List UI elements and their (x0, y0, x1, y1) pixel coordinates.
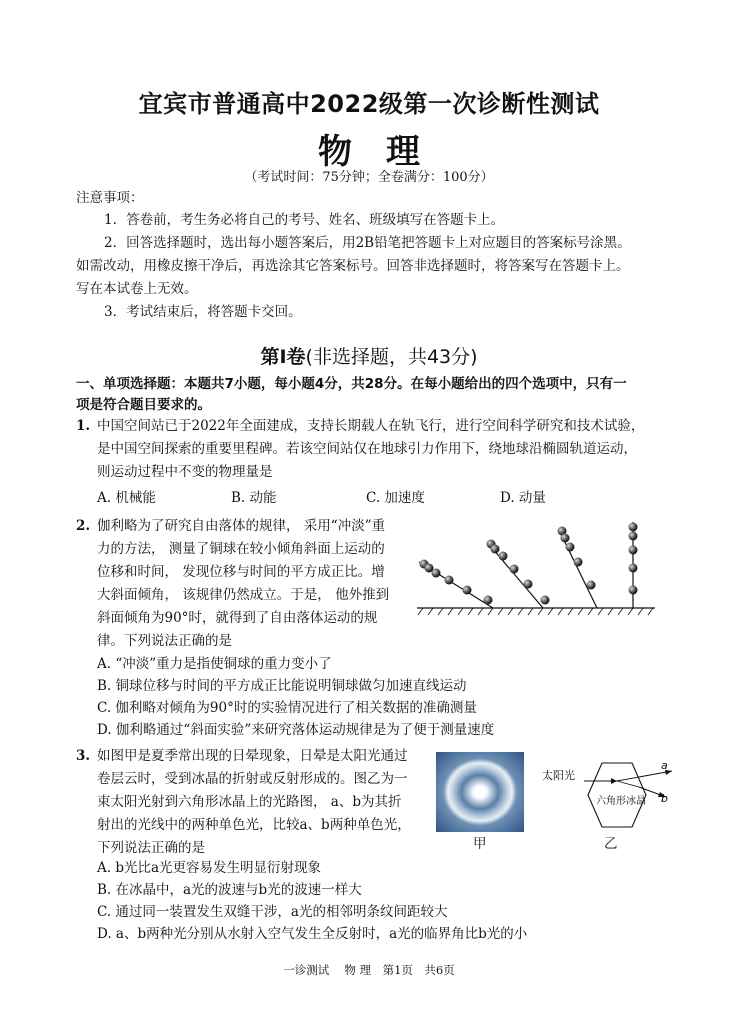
incident-arrow (611, 778, 617, 784)
refracted-ray-b (617, 781, 639, 787)
option: D. a、b两种光分别从水射入空气发生全反射时，a光的临界角比b光的小 (97, 926, 528, 942)
question-stem-line: 力的方法， 测量了铜球在较小倾角斜面上运动的 (97, 541, 385, 557)
ice-crystal-diagram (538, 755, 673, 835)
part-instructions (76, 374, 627, 416)
sun-icon (474, 786, 486, 798)
option: B. 动能 (231, 490, 277, 506)
hexagon-crystal (588, 763, 646, 827)
note-item: 2．回答选择题时，选出每小题答案后，用2B铅笔把答题卡上对应题目的答案标号涂黑。 (104, 235, 631, 251)
question-stem-line: 如图甲是夏季常出现的日晕现象，日晕是太阳光通过 (97, 748, 408, 764)
part-instructions-line: 一、单项选择题：本题共7小题，每小题4分，共28分。在每小题给出的四个选项中，只有一 (76, 376, 627, 392)
question-number: 1. (76, 418, 91, 434)
crystal-label: 六角形冰晶 (596, 796, 646, 807)
figure-label-jia: 甲 (473, 836, 487, 852)
ray-a-label: a (661, 759, 668, 772)
exam-title: 宜宾市普通高中2022级第一次诊断性测试 (138, 90, 600, 118)
option: C. 伽利略对倾角为90°时的实验情况进行了相关数据的准确测量 (97, 700, 477, 716)
subject-title: 物 理 (318, 132, 420, 172)
question-stem-line: 下列说法正确的是 (97, 840, 205, 856)
note-item: 3．考试结束后，将答题卡交回。 (104, 304, 302, 320)
option: C. 通过同一装置发生双缝干涉，a光的相邻明条纹间距较大 (97, 904, 448, 920)
ray-b-label: b (661, 792, 668, 805)
refracted-ray-a (617, 777, 639, 781)
note-item: 如需改动，用橡皮擦干净后，再选涂其它答案标号。回答非选择题时，将答案写在答题卡上。 (76, 258, 630, 274)
question-stem-line: 则运动过程中不变的物理量是 (97, 464, 273, 480)
question-stem-line: 卷层云时，受到冰晶的折射或反射形成的。图乙为一 (97, 771, 408, 787)
option: A. b光比a光更容易发生明显衍射现象 (97, 860, 322, 876)
option: C. 加速度 (366, 490, 425, 506)
section-title-rest: (非选择题，共43分) (305, 346, 478, 368)
option: D. 伽利略通过“斜面实验”来研究落体运动规律是为了便于测量速度 (97, 722, 495, 738)
incline-figure (415, 520, 665, 620)
option: A. 机械能 (97, 490, 156, 506)
question-number: 3. (76, 748, 91, 764)
option: A. “冲淡”重力是指使铜球的重力变小了 (97, 656, 332, 672)
ground-hatch (418, 608, 653, 615)
question-stem-line: 斜面倾角为90°时，就得到了自由落体运动的规 (97, 610, 378, 626)
sunlight-label: 太阳光 (542, 769, 575, 782)
question-stem-line: 射出的光线中的两种单色光，比较a、b两种单色光， (97, 817, 411, 833)
question-stem-line: 束太阳光射到六角形冰晶上的光路图， a、b为其折 (97, 794, 402, 810)
question-stem-line: 伽利略为了研究自由落体的规律， 采用“冲淡”重 (97, 518, 386, 534)
option: B. 在冰晶中，a光的波速与b光的波速一样大 (97, 882, 362, 898)
section-title-bold: 第Ⅰ卷 (260, 346, 306, 368)
notes-heading: 注意事项： (76, 190, 144, 206)
halo-photo (436, 752, 524, 832)
question-stem-line: 律。下列说法正确的是 (97, 633, 232, 649)
note-item: 写在本试卷上无效。 (76, 281, 198, 297)
option: D. 动量 (500, 490, 546, 506)
incline-planes (419, 522, 633, 608)
exam-info: （考试时间：75分钟；全卷满分：100分） (244, 170, 494, 185)
copper-balls (420, 523, 638, 605)
figure-label-yi: 乙 (604, 836, 618, 852)
note-item: 1．答卷前，考生务必将自己的考号、姓名、班级填写在答题卡上。 (104, 212, 505, 228)
section-title (0, 342, 738, 369)
question-stem-line: 中国空间站已于2022年全面建成，支持长期载人在轨飞行，进行空间科学研究和技术试验， (97, 418, 645, 434)
question-stem-line: 是中国空间探索的重要里程碑。若该空间站仅在地球引力作用下，绕地球沿椭圆轨道运动， (97, 441, 637, 457)
option: B. 铜球位移与时间的平方成正比能说明铜球做匀加速直线运动 (97, 678, 467, 694)
question-stem-line: 位移和时间， 发现位移与时间的平方成正比。增 (97, 564, 385, 580)
question-stem-line: 大斜面倾角， 该规律仍然成立。于是， 他外推到 (97, 587, 390, 603)
question-number: 2. (76, 518, 91, 534)
page-footer: 一诊测试 物 理 第1页 共6页 (283, 963, 455, 977)
part-instructions-line: 项是符合题目要求的。 (76, 397, 211, 413)
